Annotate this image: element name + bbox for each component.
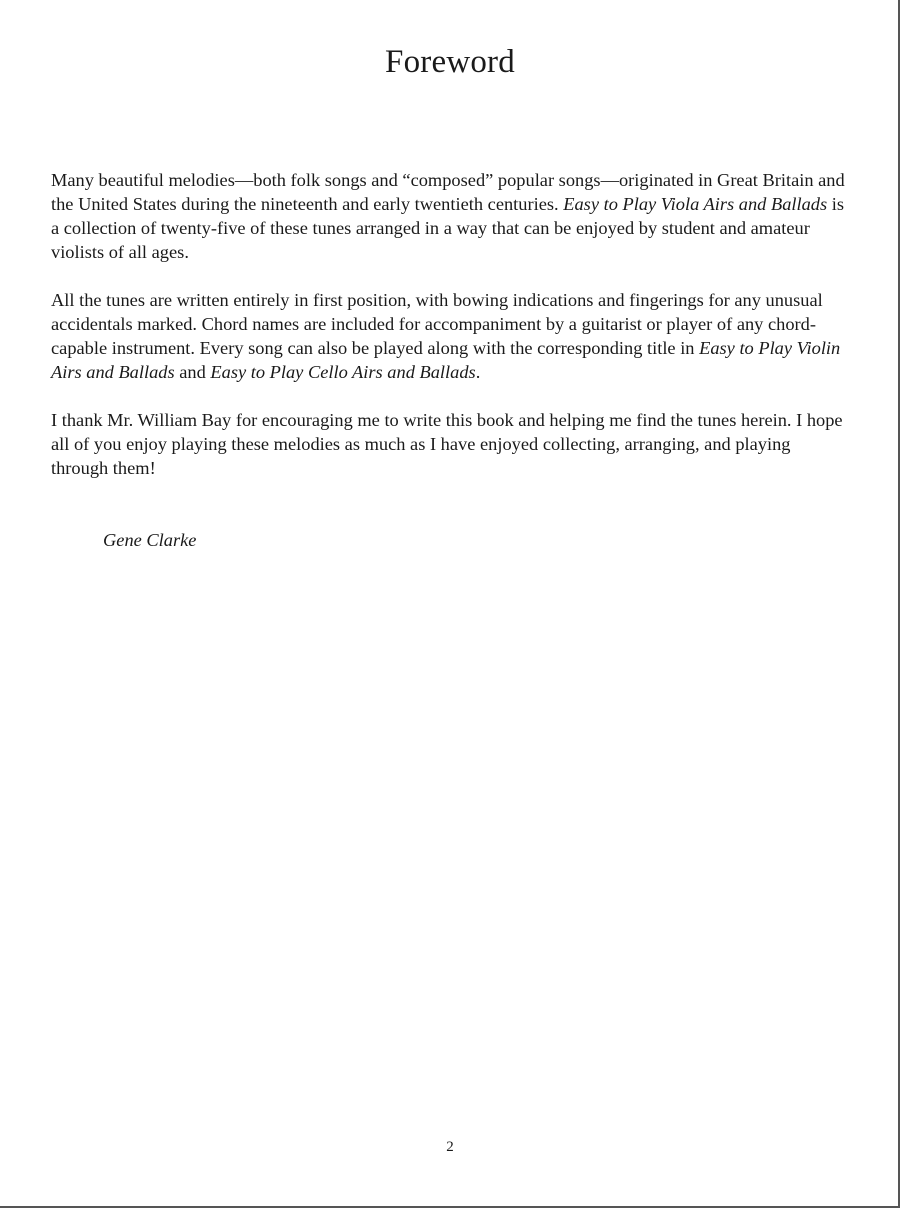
book-title-italic: Easy to Play Violin Airs and Ballads xyxy=(51,338,841,382)
author-signature: Gene Clarke xyxy=(103,530,197,550)
paragraph-text: is a collection of twenty-five of these tunes arranged in a way that can be enjoyed by student and amateur violists of all ages. xyxy=(51,194,845,262)
book-title-italic: Easy to Play Cello Airs and Ballads xyxy=(210,362,476,382)
page-number: 2 xyxy=(446,1139,454,1155)
book-title-italic: Easy to Play Viola Airs and Ballads xyxy=(563,194,828,214)
foreword-body xyxy=(51,168,851,504)
paragraph-text: I thank Mr. William Bay for encouraging me to write this book and helping me find the tunes herein. I hope all of you enjoy playing these melodies as much as I have enjoyed collecting, arranging, and playing through them! xyxy=(51,410,843,478)
paragraph-3 xyxy=(51,408,851,480)
paragraph-1 xyxy=(51,168,851,264)
paragraph-text: Many beautiful melodies—both folk songs and “composed” popular songs—originated in Great Britain and the United States during the nineteenth and early twentieth centuries. xyxy=(51,170,845,214)
paragraph-2 xyxy=(51,288,851,384)
paragraph-text: All the tunes are written entirely in first position, with bowing indications and fingerings for any unusual accidentals marked. Chord names are included for accompaniment by a guitarist or player of any chord-capable instrument. Every song can also be played along with the corresponding title in xyxy=(51,290,823,358)
page-title: Foreword xyxy=(385,44,515,80)
paragraph-text: . xyxy=(475,362,481,382)
paragraph-text: and xyxy=(174,362,211,382)
